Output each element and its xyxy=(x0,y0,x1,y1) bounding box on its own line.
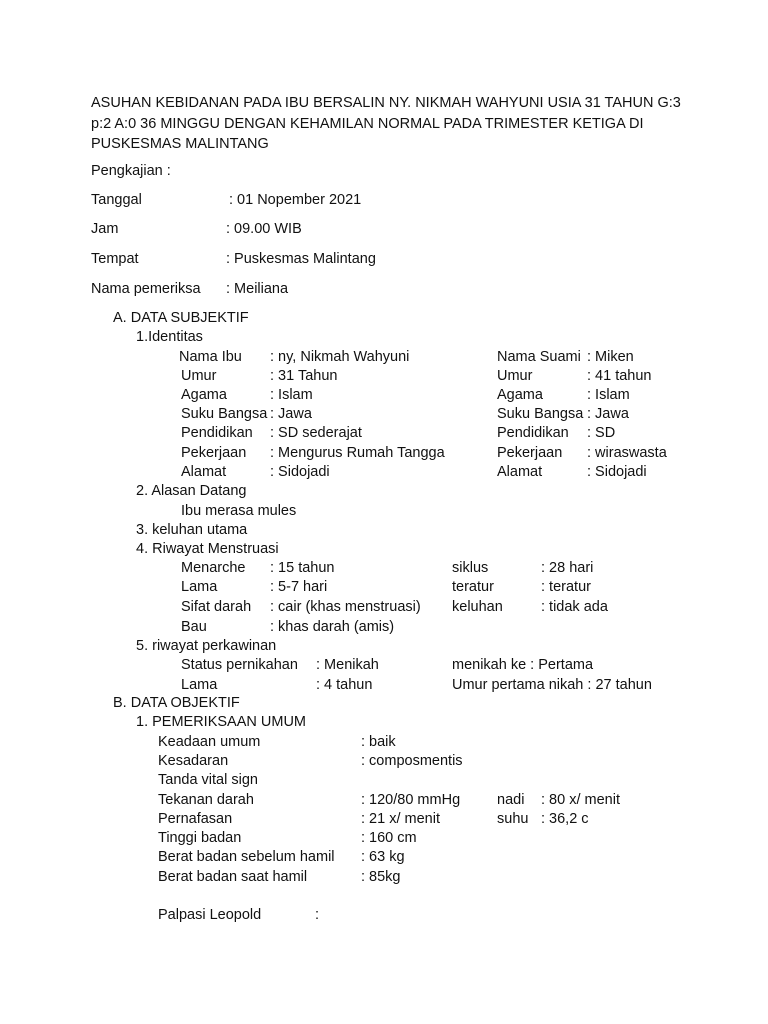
bau-value: : khas darah (amis) xyxy=(270,619,395,635)
pekerjaan-ibu-value: : Mengurus Rumah Tangga xyxy=(270,445,445,461)
nama-ibu-label: Nama Ibu xyxy=(179,349,242,365)
pendidikan-ibu-label: Pendidikan xyxy=(181,425,253,441)
bb-saat-value: : 85kg xyxy=(361,869,401,885)
lama-haid-value: : 5-7 hari xyxy=(270,579,328,595)
keluhan-heading: 3. keluhan utama xyxy=(136,522,248,538)
status-nikah-label: Status pernikahan xyxy=(181,657,298,673)
keadaan-value: : baik xyxy=(361,734,396,750)
keluhan-haid-label: keluhan xyxy=(452,599,503,615)
alasan-text: Ibu merasa mules xyxy=(181,503,297,519)
suku-ibu-value: : Jawa xyxy=(270,406,312,422)
pendidikan-suami-value: : SD xyxy=(587,425,616,441)
menarche-value: : 15 tahun xyxy=(270,560,335,576)
nadi-label: nadi xyxy=(497,792,525,808)
kesadaran-label: Kesadaran xyxy=(158,753,229,769)
pendidikan-ibu-value: : SD sederajat xyxy=(270,425,362,441)
pendidikan-suami-label: Pendidikan xyxy=(497,425,569,441)
keluhan-haid-value: : tidak ada xyxy=(541,599,608,615)
document-title: ASUHAN KEBIDANAN PADA IBU BERSALIN NY. NIKMAH WAHYUNI USIA 31 TAHUN G:3 p:2 A:0 36 MINGGU DENGAN KEHAMILAN NORMAL PADA TRIMESTER KETIGA DI PUSKESMAS MALINTANG xyxy=(91,95,681,152)
nama-suami-label: Nama Suami xyxy=(497,349,581,365)
teratur-label: teratur xyxy=(452,579,494,595)
suku-ibu-label: Suku Bangsa xyxy=(181,406,268,422)
siklus-value: : 28 hari xyxy=(541,560,594,576)
tekanan-darah-label: Tekanan darah xyxy=(158,792,254,808)
pernafasan-value: : 21 x/ menit xyxy=(361,811,440,827)
jam-value: : 09.00 WIB xyxy=(226,221,302,237)
umur-ibu-label: Umur xyxy=(181,368,217,384)
tempat-value: : Puskesmas Malintang xyxy=(226,251,376,267)
alamat-ibu-value: : Sidojadi xyxy=(270,464,330,480)
tekanan-darah-value: : 120/80 mmHg xyxy=(361,792,461,808)
umur-suami-value: : 41 tahun xyxy=(587,368,652,384)
keadaan-label: Keadaan umum xyxy=(158,734,261,750)
objektif-heading: B. DATA OBJEKTIF xyxy=(113,695,240,711)
teratur-value: : teratur xyxy=(541,579,591,595)
palpasi-label: Palpasi Leopold xyxy=(158,907,262,923)
pemeriksa-label: Nama pemeriksa xyxy=(91,281,201,297)
bb-saat-label: Berat badan saat hamil xyxy=(158,869,308,885)
jam-label: Jam xyxy=(91,221,119,237)
pekerjaan-ibu-label: Pekerjaan xyxy=(181,445,247,461)
subjektif-heading: A. DATA SUBJEKTIF xyxy=(113,310,249,326)
menarche-label: Menarche xyxy=(181,560,246,576)
suku-suami-label: Suku Bangsa xyxy=(497,406,584,422)
nadi-value: : 80 x/ menit xyxy=(541,792,620,808)
pemeriksaan-umum-heading: 1. PEMERIKSAAN UMUM xyxy=(136,714,306,730)
lama-nikah-value: : 4 tahun xyxy=(316,677,373,693)
tempat-label: Tempat xyxy=(91,251,139,267)
bb-sebelum-label: Berat badan sebelum hamil xyxy=(158,849,335,865)
menstruasi-heading: 4. Riwayat Menstruasi xyxy=(136,541,279,557)
nama-suami-value: : Miken xyxy=(587,349,634,365)
agama-ibu-label: Agama xyxy=(181,387,227,403)
palpasi-value: : xyxy=(315,907,320,923)
alamat-suami-value: : Sidojadi xyxy=(587,464,647,480)
alamat-ibu-label: Alamat xyxy=(181,464,227,480)
status-nikah-value: : Menikah xyxy=(316,657,379,673)
suhu-label: suhu xyxy=(497,811,529,827)
identitas-heading: 1.Identitas xyxy=(136,329,203,345)
tanda-vital-label: Tanda vital sign xyxy=(158,772,258,788)
lama-nikah-label: Lama xyxy=(181,677,218,693)
agama-suami-value: : Islam xyxy=(587,387,630,403)
tanggal-label: Tanggal xyxy=(91,192,142,208)
alasan-heading: 2. Alasan Datang xyxy=(136,483,247,499)
lama-haid-label: Lama xyxy=(181,579,218,595)
kesadaran-value: : composmentis xyxy=(361,753,463,769)
siklus-label: siklus xyxy=(452,560,489,576)
pekerjaan-suami-value: : wiraswasta xyxy=(587,445,667,461)
pengkajian-heading: Pengkajian : xyxy=(91,163,171,179)
umur-suami-label: Umur xyxy=(497,368,533,384)
sifat-darah-value: : cair (khas menstruasi) xyxy=(270,599,421,615)
tanggal-value: : 01 Nopember 2021 xyxy=(229,192,362,208)
suku-suami-value: : Jawa xyxy=(587,406,629,422)
sifat-darah-label: Sifat darah xyxy=(181,599,252,615)
umur-pertama-nikah: Umur pertama nikah : 27 tahun xyxy=(452,677,652,693)
bau-label: Bau xyxy=(181,619,207,635)
agama-ibu-value: : Islam xyxy=(270,387,313,403)
pemeriksa-value: : Meiliana xyxy=(226,281,289,297)
suhu-value: : 36,2 c xyxy=(541,811,589,827)
tinggi-badan-label: Tinggi badan xyxy=(158,830,242,846)
menikah-ke: menikah ke : Pertama xyxy=(452,657,594,673)
bb-sebelum-value: : 63 kg xyxy=(361,849,405,865)
tinggi-badan-value: : 160 cm xyxy=(361,830,417,846)
pernafasan-label: Pernafasan xyxy=(158,811,233,827)
umur-ibu-value: : 31 Tahun xyxy=(270,368,338,384)
nama-ibu-value: : ny, Nikmah Wahyuni xyxy=(270,349,410,365)
pekerjaan-suami-label: Pekerjaan xyxy=(497,445,563,461)
perkawinan-heading: 5. riwayat perkawinan xyxy=(136,638,277,654)
agama-suami-label: Agama xyxy=(497,387,543,403)
alamat-suami-label: Alamat xyxy=(497,464,543,480)
